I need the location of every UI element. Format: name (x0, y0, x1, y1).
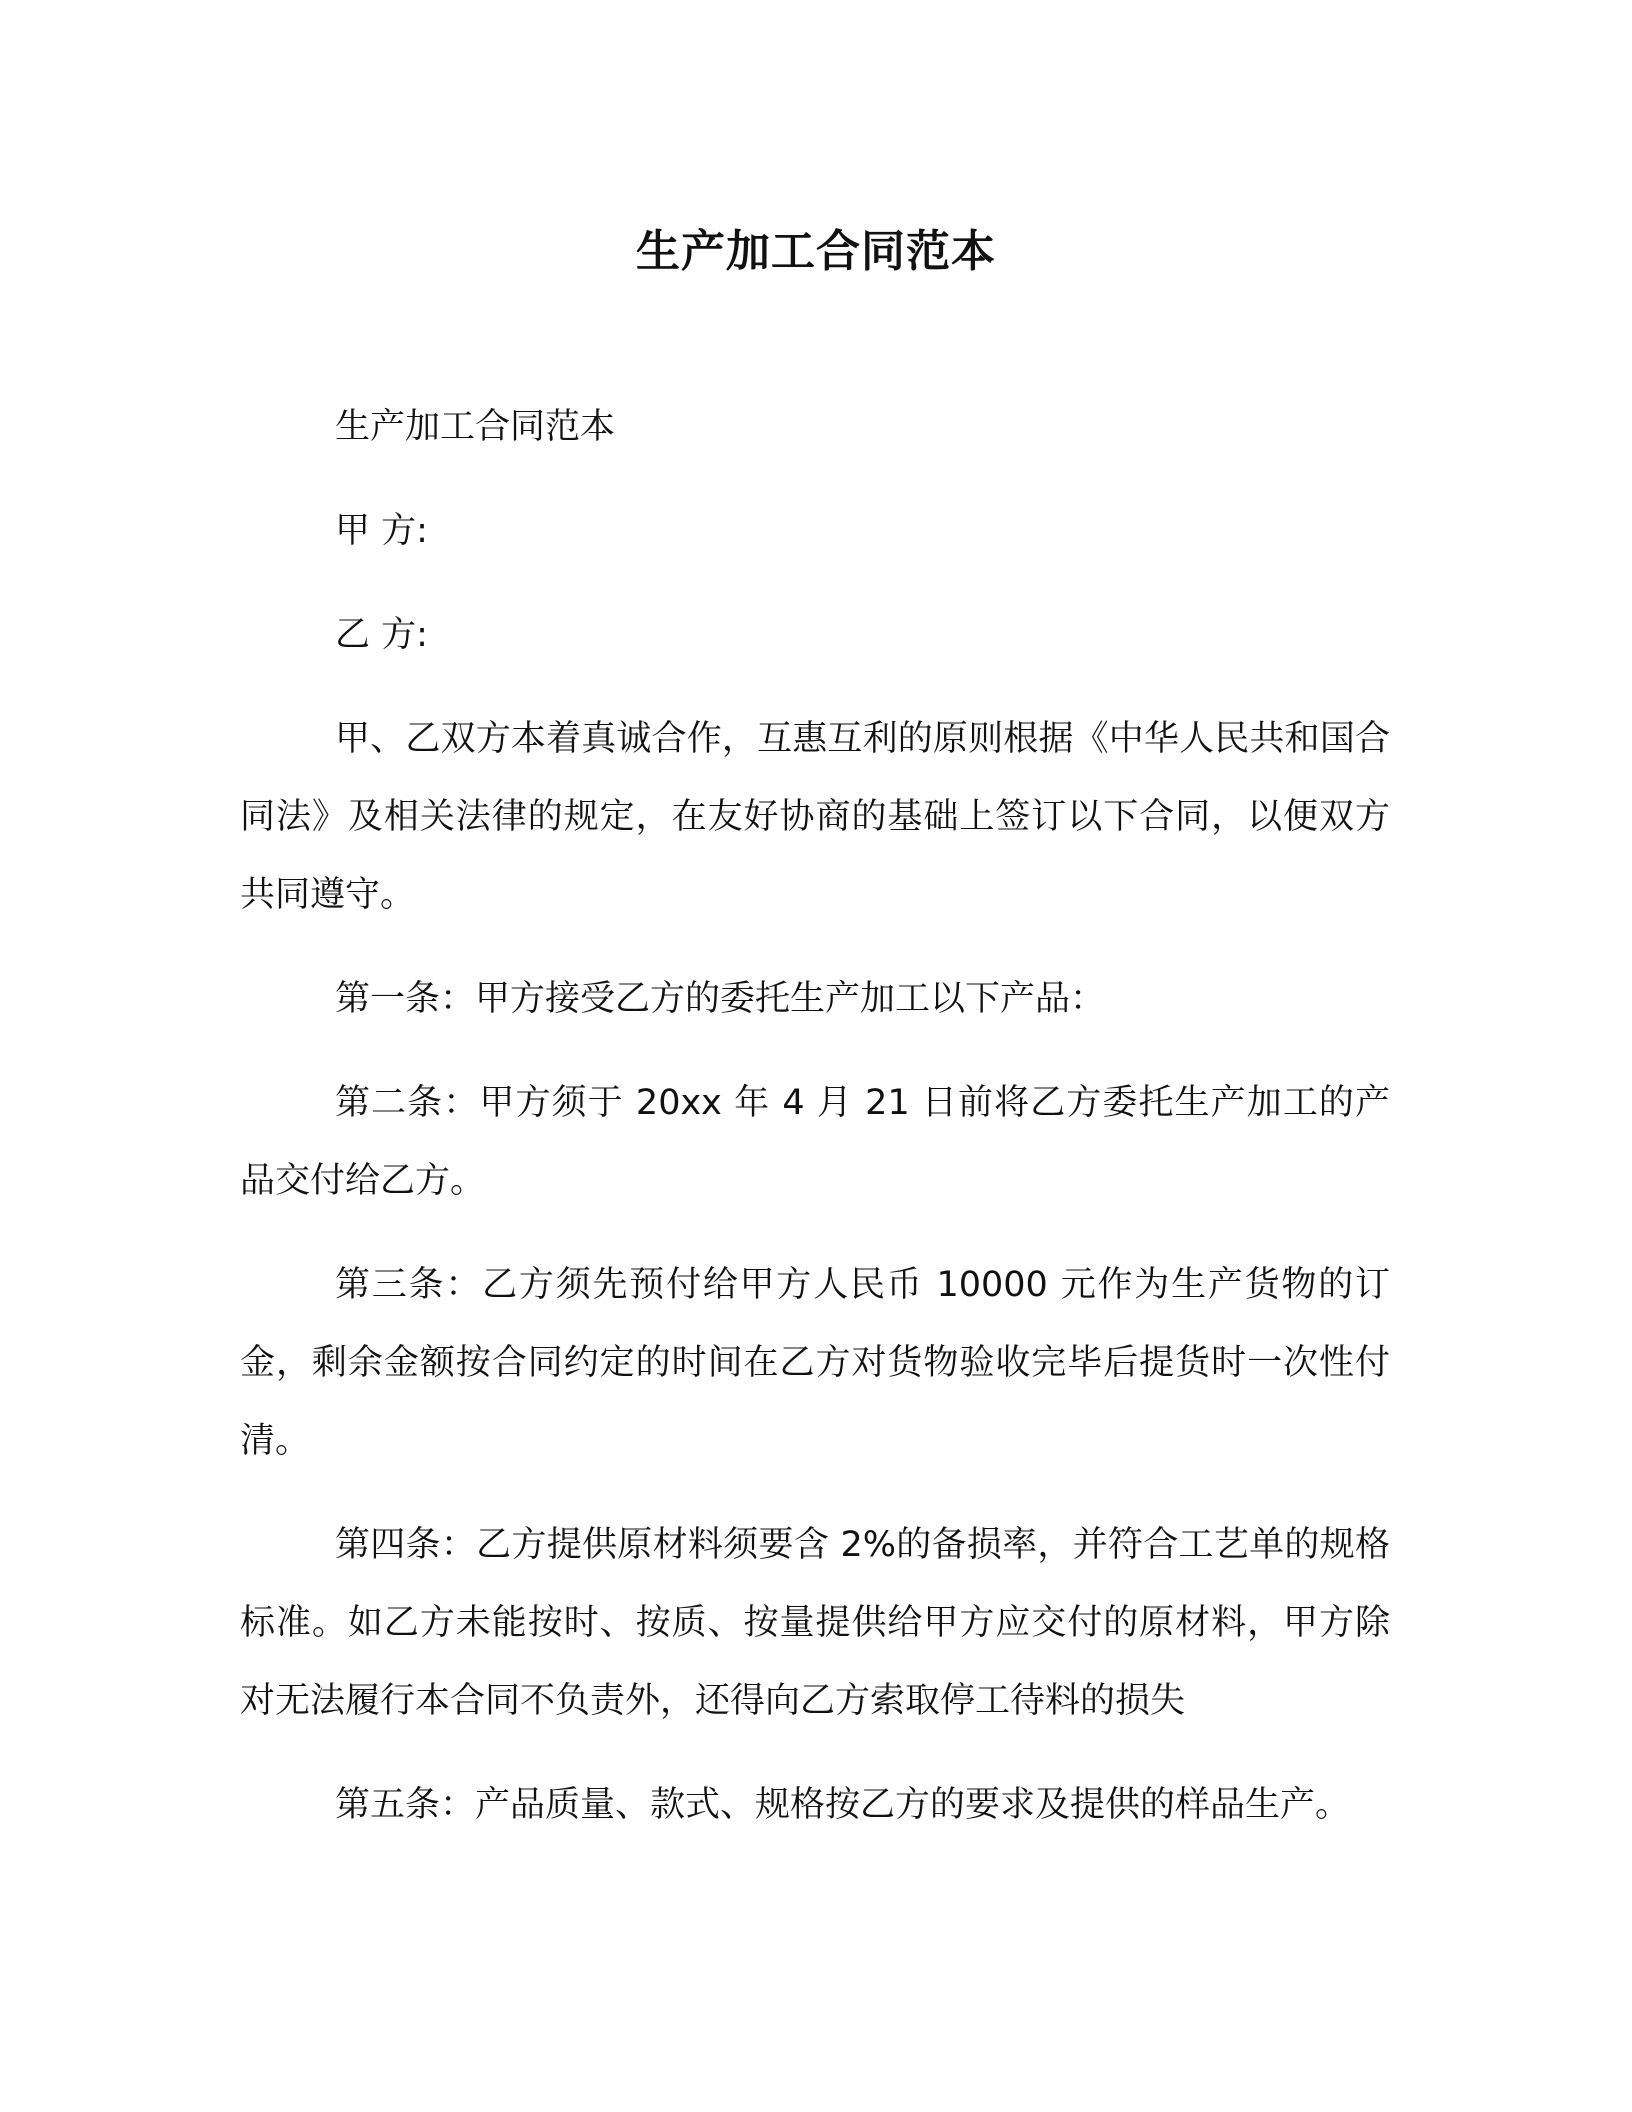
preamble-paragraph: 甲、乙双方本着真诚合作，互惠互利的原则根据《中华人民共和国合同法》及相关法律的规定，在友好协商的基础上签订以下合同，以便双方共同遵守。 (240, 719, 1390, 915)
party-b-line: 乙 方: (335, 615, 428, 655)
article-1: 第一条：甲方接受乙方的委托生产加工以下产品： (335, 979, 1106, 1019)
article-5: 第五条：产品质量、款式、规格按乙方的要求及提供的样品生产。 (335, 1785, 1351, 1825)
contract-subtitle: 生产加工合同范本 (335, 407, 616, 447)
article-3: 第三条：乙方须先预付给甲方人民币 10000 元作为生产货物的订金，剩余金额按合同约定的时间在乙方对货物验收完毕后提货时一次性付清。 (240, 1265, 1390, 1461)
document-body (240, 388, 1390, 1870)
article-4: 第四条：乙方提供原材料须要含 2%的备损率，并符合工艺单的规格标准。如乙方未能按时、按质、按量提供给甲方应交付的原材料，甲方除对无法履行本合同不负责外，还得向乙方索取停工待料的损失 (240, 1525, 1390, 1721)
document-title: 生产加工合同范本 (636, 226, 996, 277)
party-a-line: 甲 方: (335, 511, 428, 551)
article-2: 第二条：甲方须于 20xx 年 4 月 21 日前将乙方委托生产加工的产品交付给乙方。 (240, 1083, 1390, 1201)
